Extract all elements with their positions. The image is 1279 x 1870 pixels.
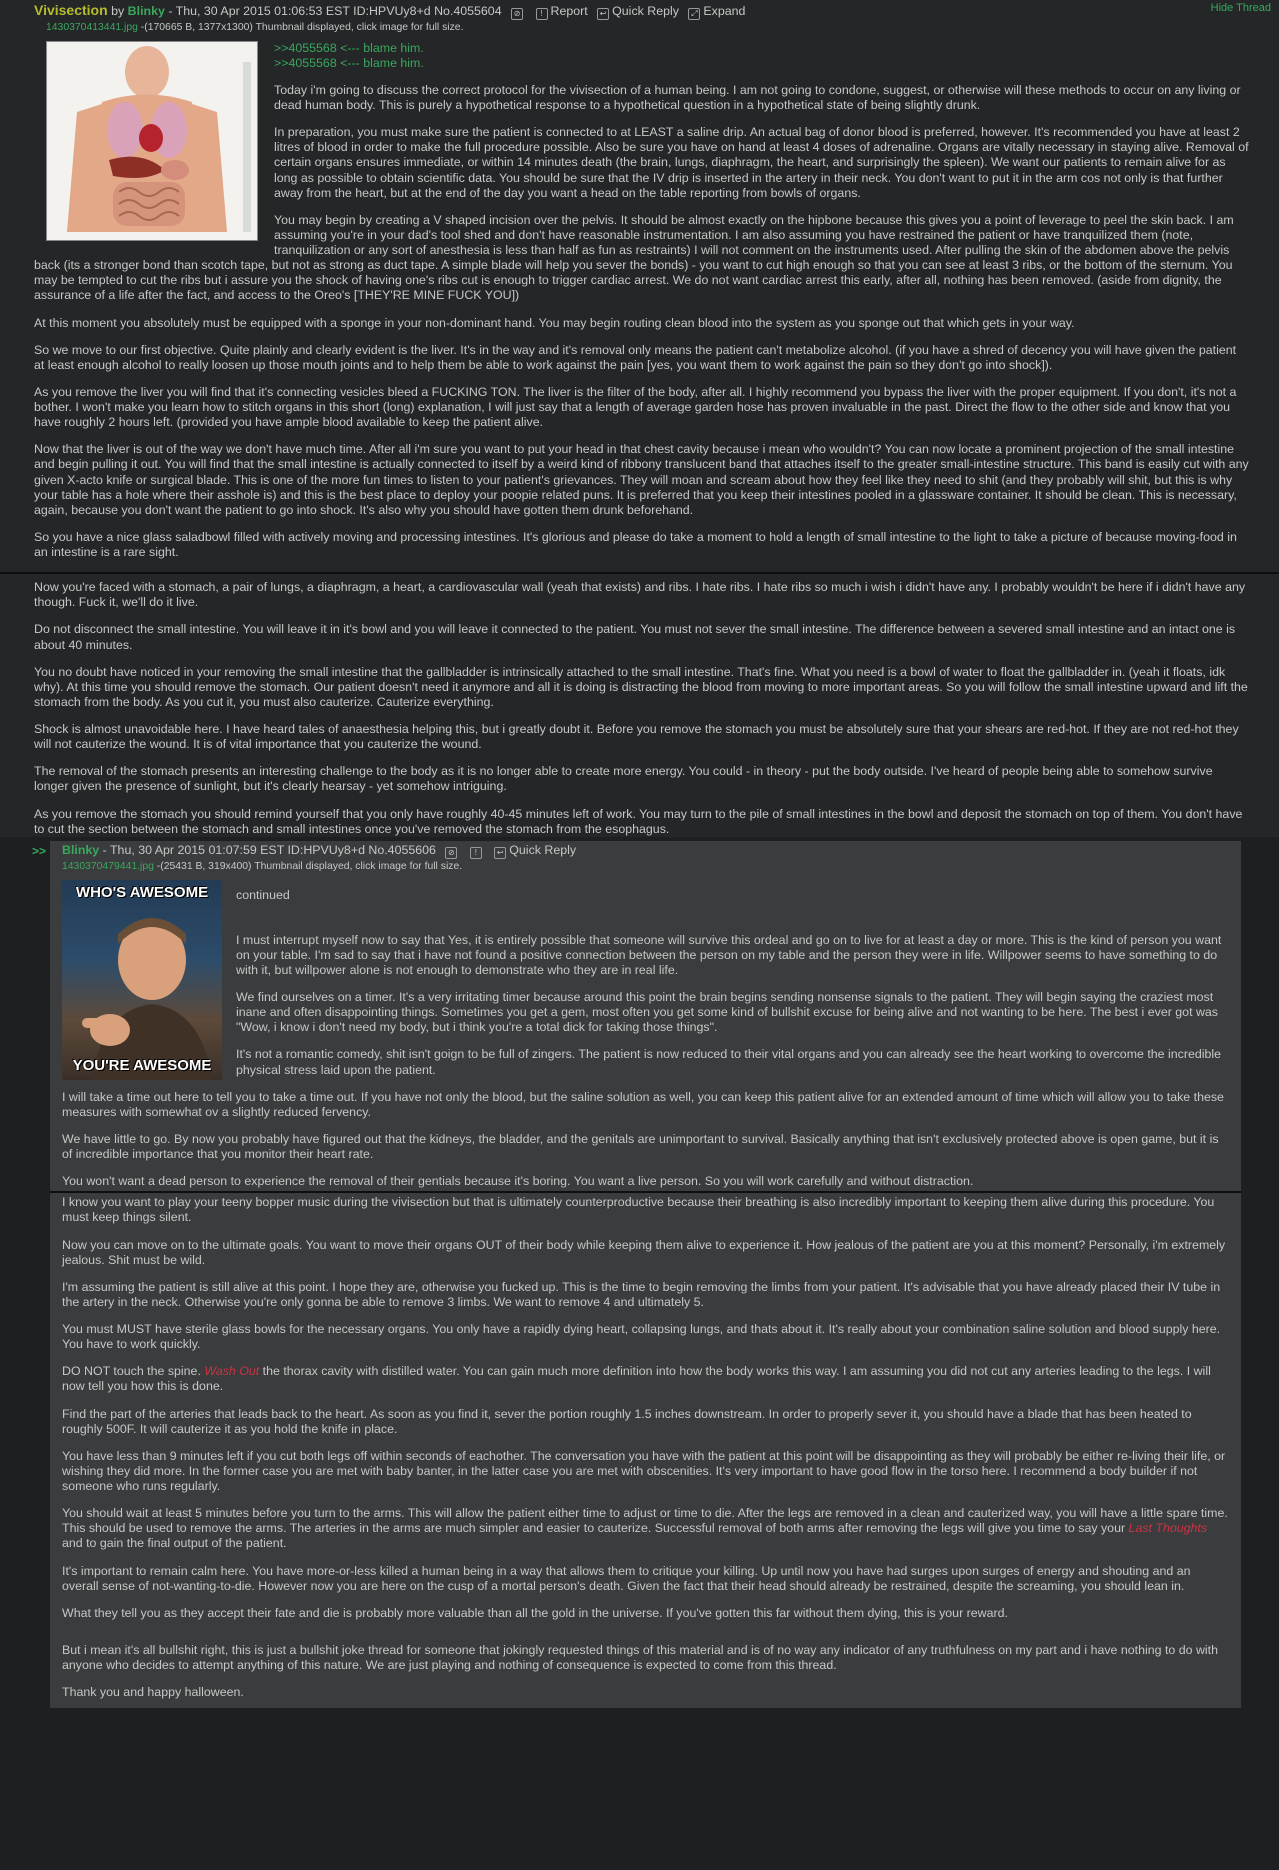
op-paragraph: In preparation, you must make sure the patient is connected to at LEAST a saline drip. An actual bag of donor blood is preferred, however. It's recommended you have at least 2 litres of blood in order to make the full procedure possible. Also be sure you have on hand at least 4 doses of adrenaline. Organs are vitally necessary in staying alive. Removal of certain organs ensures immediate, or within 14 minutes death (the brain, lungs, diaphragm, the heart, and surprisingly the spleen). We want our patients to remain alive for as long as possible to obtain scientific data. You should be sure that the IV drip is inserted in the artery in their neck. You don't want to put it in the arm cos not only is that further away from the heart, but at the end of the day you want a head on the table reporting from bowls of organs. xyxy=(274,125,1249,200)
op-thumbnail[interactable] xyxy=(46,41,258,245)
op-paragraph: Do not disconnect the small intestine. You will leave it in it's bowl and you will leave it connected to the patient. You must not sever the small intestine. The difference between a severed small intestine and an intact one is about 40 minutes. xyxy=(34,622,1236,652)
op-paragraph: Now you're faced with a stomach, a pair of lungs, a diaphragm, a heart, a cardiovascular wall (yeah that exists) and ribs. I hate ribs. I hate ribs so much i wish i didn't have any. I probably wouldn't be here if i didn't have any though. Fuck it, we'll do it live. xyxy=(34,580,1246,610)
reply-paragraph: I'm assuming the patient is still alive at this point. I hope they are, otherwise you fucked up. This is the time to begin removing the limbs from your patient. It's advisable that you have already placed their IV tube in the artery in the neck. Otherwise you're only gonna be able to remove 3 limbs. We want to remove 4 and ultimately 5. xyxy=(62,1279,1221,1309)
reply-text: You should wait at least 5 minutes before you turn to the arms. This will allow the patient either time to adjust or time to die. After the legs are removed in a clean and cauterized way, you will have a little spare time. This should be used to remove the arms. The arteries in the arms are much simpler and easier to cauterize. Successful removal of both arms after removing the legs will give you time to say your xyxy=(62,1506,1228,1536)
file-link[interactable]: 1430370413441.jpg xyxy=(46,22,138,33)
anatomy-image xyxy=(46,41,258,241)
op-paragraph: The removal of the stomach presents an interesting challenge to the body as it is no longer able to create more energy. You could - in theory - put the body outside. I've heard of people being able to somehow survive longer given the presence of sunlight, but it's clearly hearsay - yet somehow intriguing. xyxy=(34,764,1213,794)
expand-button[interactable] xyxy=(688,4,745,18)
reply-icon: ↩ xyxy=(597,8,609,20)
circle-slash-icon: ⊘ xyxy=(511,8,523,20)
meme-top-text: WHO'S AWESOME xyxy=(75,883,209,901)
reply-post xyxy=(50,841,1241,1708)
by-label: by xyxy=(111,4,125,18)
op-paragraph: As you remove the stomach you should remind yourself that you only have roughly 40-45 minutes left of work. You may turn to the pile of small intestines in the bowl and deposit the stomach on top of them. You don't have to cut the section between the stomach and small intestines once you've removed the stomach from the esophagus. xyxy=(34,806,1243,836)
hide-thread-link[interactable]: Hide Thread xyxy=(1210,2,1271,14)
reply-container xyxy=(0,841,1279,1708)
reply-paragraph: Find the part of the arteries that leads back to the heart. As soon as you find it, sever the portion roughly 1.5 inches downstream. In order to properly sever it, you should have a blade that has been heated to roughly 500F. It will cauterize it as you hold the knife in place. xyxy=(62,1406,1192,1436)
warning-icon: ! xyxy=(470,847,482,859)
reply-icon: ↩ xyxy=(494,847,506,859)
quote-link[interactable]: >>4055568 <--- blame him. xyxy=(274,55,424,70)
spoiler-text: Wash Out xyxy=(204,1364,260,1379)
poster-name[interactable]: Blinky xyxy=(62,842,100,857)
reply-paragraph: We find ourselves on a timer. It's a very irritating timer because around this point the brain begins sending nonsense signals to the patient. They will begin saying the craziest most inane and often disappointing things. Sometimes you get a gem, most often you get some kind of bullshit excuse for being alive and not wanting to be here. The best i ever got was "Wow, i know i don't need my body, but i think you're a total dick for taking those things". xyxy=(236,990,1218,1035)
reply-text: DO NOT touch the spine. xyxy=(62,1364,201,1379)
reply-paragraph: You won't want a dead person to experience the removal of their gentials because it's boring. You want a live person. So you will work carefully and without distraction. xyxy=(62,1174,974,1189)
op-paragraph: Today i'm going to discuss the correct protocol for the vivisection of a human being. I am not going to condone, suggest, or otherwise will these methods to occur on any living or dead human body. This is purely a hypothetical response to a hypothetical question in a hypothetical state of being slightly drunk. xyxy=(274,82,1241,113)
reply-paragraph xyxy=(62,1506,1229,1551)
reply-paragraph: Thank you and happy halloween. xyxy=(62,1685,244,1700)
op-paragraph: Now that the liver is out of the way we don't have much time. After all i'm sure you want to put your head in that chest cavity because i mean who wouldn't? You can now locate a prominent projection of the small intestine and begin pulling it out. You will find that the small intestine is actually connected to itself by a weird kind of ribbony translucent band that attaches itself to the greater small-intestine structure. This band is easily cut with any given X-acto knife or surgical blade. This is one of the more fun times to listen to your patient's grievances. They will moan and scream about how they feel like they need to shit (and they probably will shit, but this is why your table has a hole where their asshole is) and this is the best place to deploy your poopie related puns. It is preferred that you keep their intestines pooled in a glassware container. It should be clean. This is necessary, again, because you don't want the patient to go into shock. It's also why you should have gotten them drunk beforehand. xyxy=(34,442,1249,517)
file-note: Thumbnail displayed, click image for full size. xyxy=(254,860,463,872)
quick-reply-button[interactable] xyxy=(597,4,679,18)
op-paragraph: As you remove the liver you will find that it's connecting vesicles bleed a FUCKING TON. The liver is the filter of the body, after all. I highly recommend you bypass the liver with the proper equipment. If you don't, it's not a bother. I won't make you learn how to stitch organs in this short (long) explanation, I will just say that a length of average garden hose has proven invaluable in the past. Direct the flow to the other side and know that you have roughly 2 hours left. (provided you have ample blood available to keep the patient alive. xyxy=(34,384,1237,430)
screenshot-seam xyxy=(0,572,1279,574)
meme-image xyxy=(62,880,222,1080)
meme-bottom-text: YOU'RE AWESOME xyxy=(72,1057,212,1075)
file-meta: -(170665 B, 1377x1300) xyxy=(140,22,253,33)
report-button[interactable] xyxy=(470,843,485,857)
report-button[interactable] xyxy=(536,4,588,18)
op-paragraph: You may begin by creating a V shaped incision over the pelvis. It should be almost exactly on the hipbone because this gives you a point of leverage to peel the skin back. I am assuming you're in your dad's tool shed and don't have reasonable instrumentation. I am also assuming you have restrained the patient or have tranquilized them (note, tranquilization or any sort of anesthesia is less than half as fun as restraints) I will not comment on the instruments used. After pulling the skin of the abdomen above the pelvis back (its a stronger bond than scotch tape, but not as strong as duct tape. A simple blade will help you sever the bonds) - you want to cut high enough so that you can see at least 3 ribs, or the bottom of the sternum. You may be tempted to cut the ribs but i assure you the shock of having one's ribs cut is enough to trigger cardiac arrest. We do not want cardiac arrest this early, after all, nothing has been removed. (aside from dignity, the assurance of a life after the fact, and access to the Oreo's [THEY'RE MINE FUCK YOU]) xyxy=(34,212,1234,303)
op-paragraph: So you have a nice glass saladbowl filled with actively moving and processing intestines. It's glorious and please do take a moment to hold a length of small intestine to the light to take a picture of because moving-food in an intestine is a rare sight. xyxy=(34,529,1237,560)
spoiler-text: Last Thoughts xyxy=(1128,1521,1208,1536)
reply-paragraph: It's important to remain calm here. You have more-or-less killed a human being in a way that allows them to critique your killing. Up until now you have had surges upon surges of energy and shouting and an overall sense of not-wanting-to-die. However now you are here on the cusp of a mortal person's death. Given the fact that their head should already be restrained, despite the screaming, you should lean in. xyxy=(62,1563,1191,1593)
reply-paragraph: I must interrupt myself now to say that Yes, it is entirely possible that someone will survive this ordeal and go on to live for at least a day or more. This is the kind of person you want on your table. I'm sad to say that i have not found a positive connection between the person on my table and the person they were in life. Willpower seems to have something to do with it, but willpower alone is not enough to demonstrate who they are in real life. xyxy=(236,932,1222,977)
reply-arrows: >> xyxy=(32,843,47,858)
hide-post-button[interactable] xyxy=(445,843,460,857)
op-paragraph: Shock is almost unavoidable here. I have heard tales of anaesthesia helping this, but i greatly doubt it. Before you remove the stomach you must be absolutely sure that your shears are red-hot. If they are not red-hot they will not cauterize the wound. It is of vital importance that you cauterize the wound. xyxy=(34,722,1239,752)
reply-paragraph: You have less than 9 minutes left if you cut both legs off within seconds of eachother. The conversation you have with the patient at this point will be disappointing as they will probably be either re-living their life, or wishing they did more. In the former case you are met with baby banter, in the latter case you are met with obscenities. It's very important to have good flow in the torso here. I recommend a body builder if not someone who runs regularly. xyxy=(62,1448,1226,1493)
op-paragraph: You no doubt have noticed in your removing the small intestine that the gallbladder is intrinsically attached to the small intestine. That's fine. What you need is a bowl of water to float the gallbladder in. (yeah it floats, idk why). At this time you should remove the stomach. Our patient doesn't need it anymore and all it is doing is distracting the blood from moving to more important areas. So you will follow the small intestine upward and lift the stomach from the body. As you cut it, you must also cauterize. Cauterize everything. xyxy=(34,664,1248,709)
file-link[interactable]: 1430370479441.jpg xyxy=(62,860,154,872)
reply-paragraph: Now you can move on to the ultimate goals. You want to move their organs OUT of their body while keeping them alive to experience it. How jealous of the patient are you at this moment? Personally, i'm extremely jealous. Shit must be wild. xyxy=(62,1237,1226,1267)
expand-icon: ⤢ xyxy=(688,8,700,20)
op-postinfo xyxy=(34,2,1249,20)
reply-paragraph: I will take a time out here to tell you to take a time out. If you have not only the blood, but the saline solution as well, you can keep this patient alive for an extended amount of time which will allow you to take these measures with somewhat ov a slightly reduced fervency. xyxy=(62,1089,1224,1119)
op-paragraph: So we move to our first objective. Quite plainly and clearly evident is the liver. It's in the way and it's removal only means the patient can't metabolize alcohol. (if you have a shred of decency you will have given the patient at least enough alcohol to really loosen up those mouth joints and to help them be able to work against the pain [yes, you want them to work against the pain so they don't go into shock]). xyxy=(34,342,1237,372)
reply-paragraph xyxy=(62,1364,1229,1394)
circle-slash-icon: ⊘ xyxy=(445,847,457,859)
reply-thumbnail[interactable] xyxy=(62,880,222,1080)
reply-paragraph: You must MUST have sterile glass bowls for the necessary organs. You only have a rapidly dying heart, collapsing lungs, and thats about it. It's really about your combination saline solution and blood supply here. You have to work quickly. xyxy=(62,1322,1221,1352)
reply-paragraph: We have little to go. By now you probably have figured out that the kidneys, the bladder, and the genitals are unimportant to survival. Basically anything that isn't exclusively protected above is open game, but it is of incredible importance that you monitor their heart rate. xyxy=(62,1131,1219,1161)
report-label: Report xyxy=(550,4,588,18)
quick-reply-label: Quick Reply xyxy=(612,4,679,18)
reply-body xyxy=(62,888,1229,1701)
poster-name[interactable]: Blinky xyxy=(127,4,165,18)
reply-postinfo xyxy=(62,843,1229,859)
reply-text: and to gain the final output of the patient. xyxy=(62,1536,287,1551)
op-fileinfo xyxy=(46,22,1249,35)
reply-text: the thorax cavity with distilled water. You can gain much more definition into how the body works this way. I am assuming you did not cut any arteries leading to the legs. I will now tell you how this is done. xyxy=(62,1364,1211,1394)
portrait-figure xyxy=(62,880,222,1080)
op-paragraph: At this moment you absolutely must be equipped with a sponge in your non-dominant hand. You may begin routing clean blood into the system as you sponge out that which gets in your way. xyxy=(34,315,1075,330)
reply-fileinfo xyxy=(62,861,1229,874)
reply-paragraph: I know you want to play your teeny bopper music during the vivisection but that is ultimately counterproductive because their breathing is also incredibly important to keeping them alive during this procedure. You must keep things silent. xyxy=(62,1195,1215,1225)
thread-subject: Vivisection xyxy=(34,2,108,18)
post-meta: - Thu, 30 Apr 2015 01:06:53 EST ID:HPVUy8+d No.4055604 xyxy=(168,4,502,18)
file-note: Thumbnail displayed, click image for full size. xyxy=(255,22,464,33)
quick-reply-label: Quick Reply xyxy=(509,842,577,857)
reply-paragraph: But i mean it's all bullshit right, this is just a bullshit joke thread for someone that jokingly requested things of this material and is of no way any indicator of any truthfulness on my part and i have nothing to do with anyone who decides to attempt anything of this nature. We are just playing and nothing of consequence is expected to come from this thread. xyxy=(62,1642,1219,1672)
warning-icon: ! xyxy=(536,8,548,20)
screenshot-seam xyxy=(50,1191,1241,1193)
reply-paragraph: It's not a romantic comedy, shit isn't goign to be full of zingers. The patient is now reduced to their vital organs and you can already see the heart working to overcome the incredible physical stress laid upon the patient. xyxy=(236,1047,1222,1077)
quote-link[interactable]: >>4055568 <--- blame him. xyxy=(274,40,424,55)
post-meta: - Thu, 30 Apr 2015 01:07:59 EST ID:HPVUy8+d No.4055606 xyxy=(102,842,436,857)
expand-label: Expand xyxy=(703,4,746,18)
reply-paragraph: What they tell you as they accept their fate and die is probably more valuable than all the gold in the universe. If you've gotten this far without them dying, this is your reward. xyxy=(62,1605,1008,1620)
op-post xyxy=(0,0,1279,837)
file-meta: -(25431 B, 319x400) xyxy=(156,860,252,872)
hide-post-button[interactable] xyxy=(511,4,526,18)
reply-paragraph: continued xyxy=(236,887,290,902)
quick-reply-button[interactable] xyxy=(494,843,576,857)
